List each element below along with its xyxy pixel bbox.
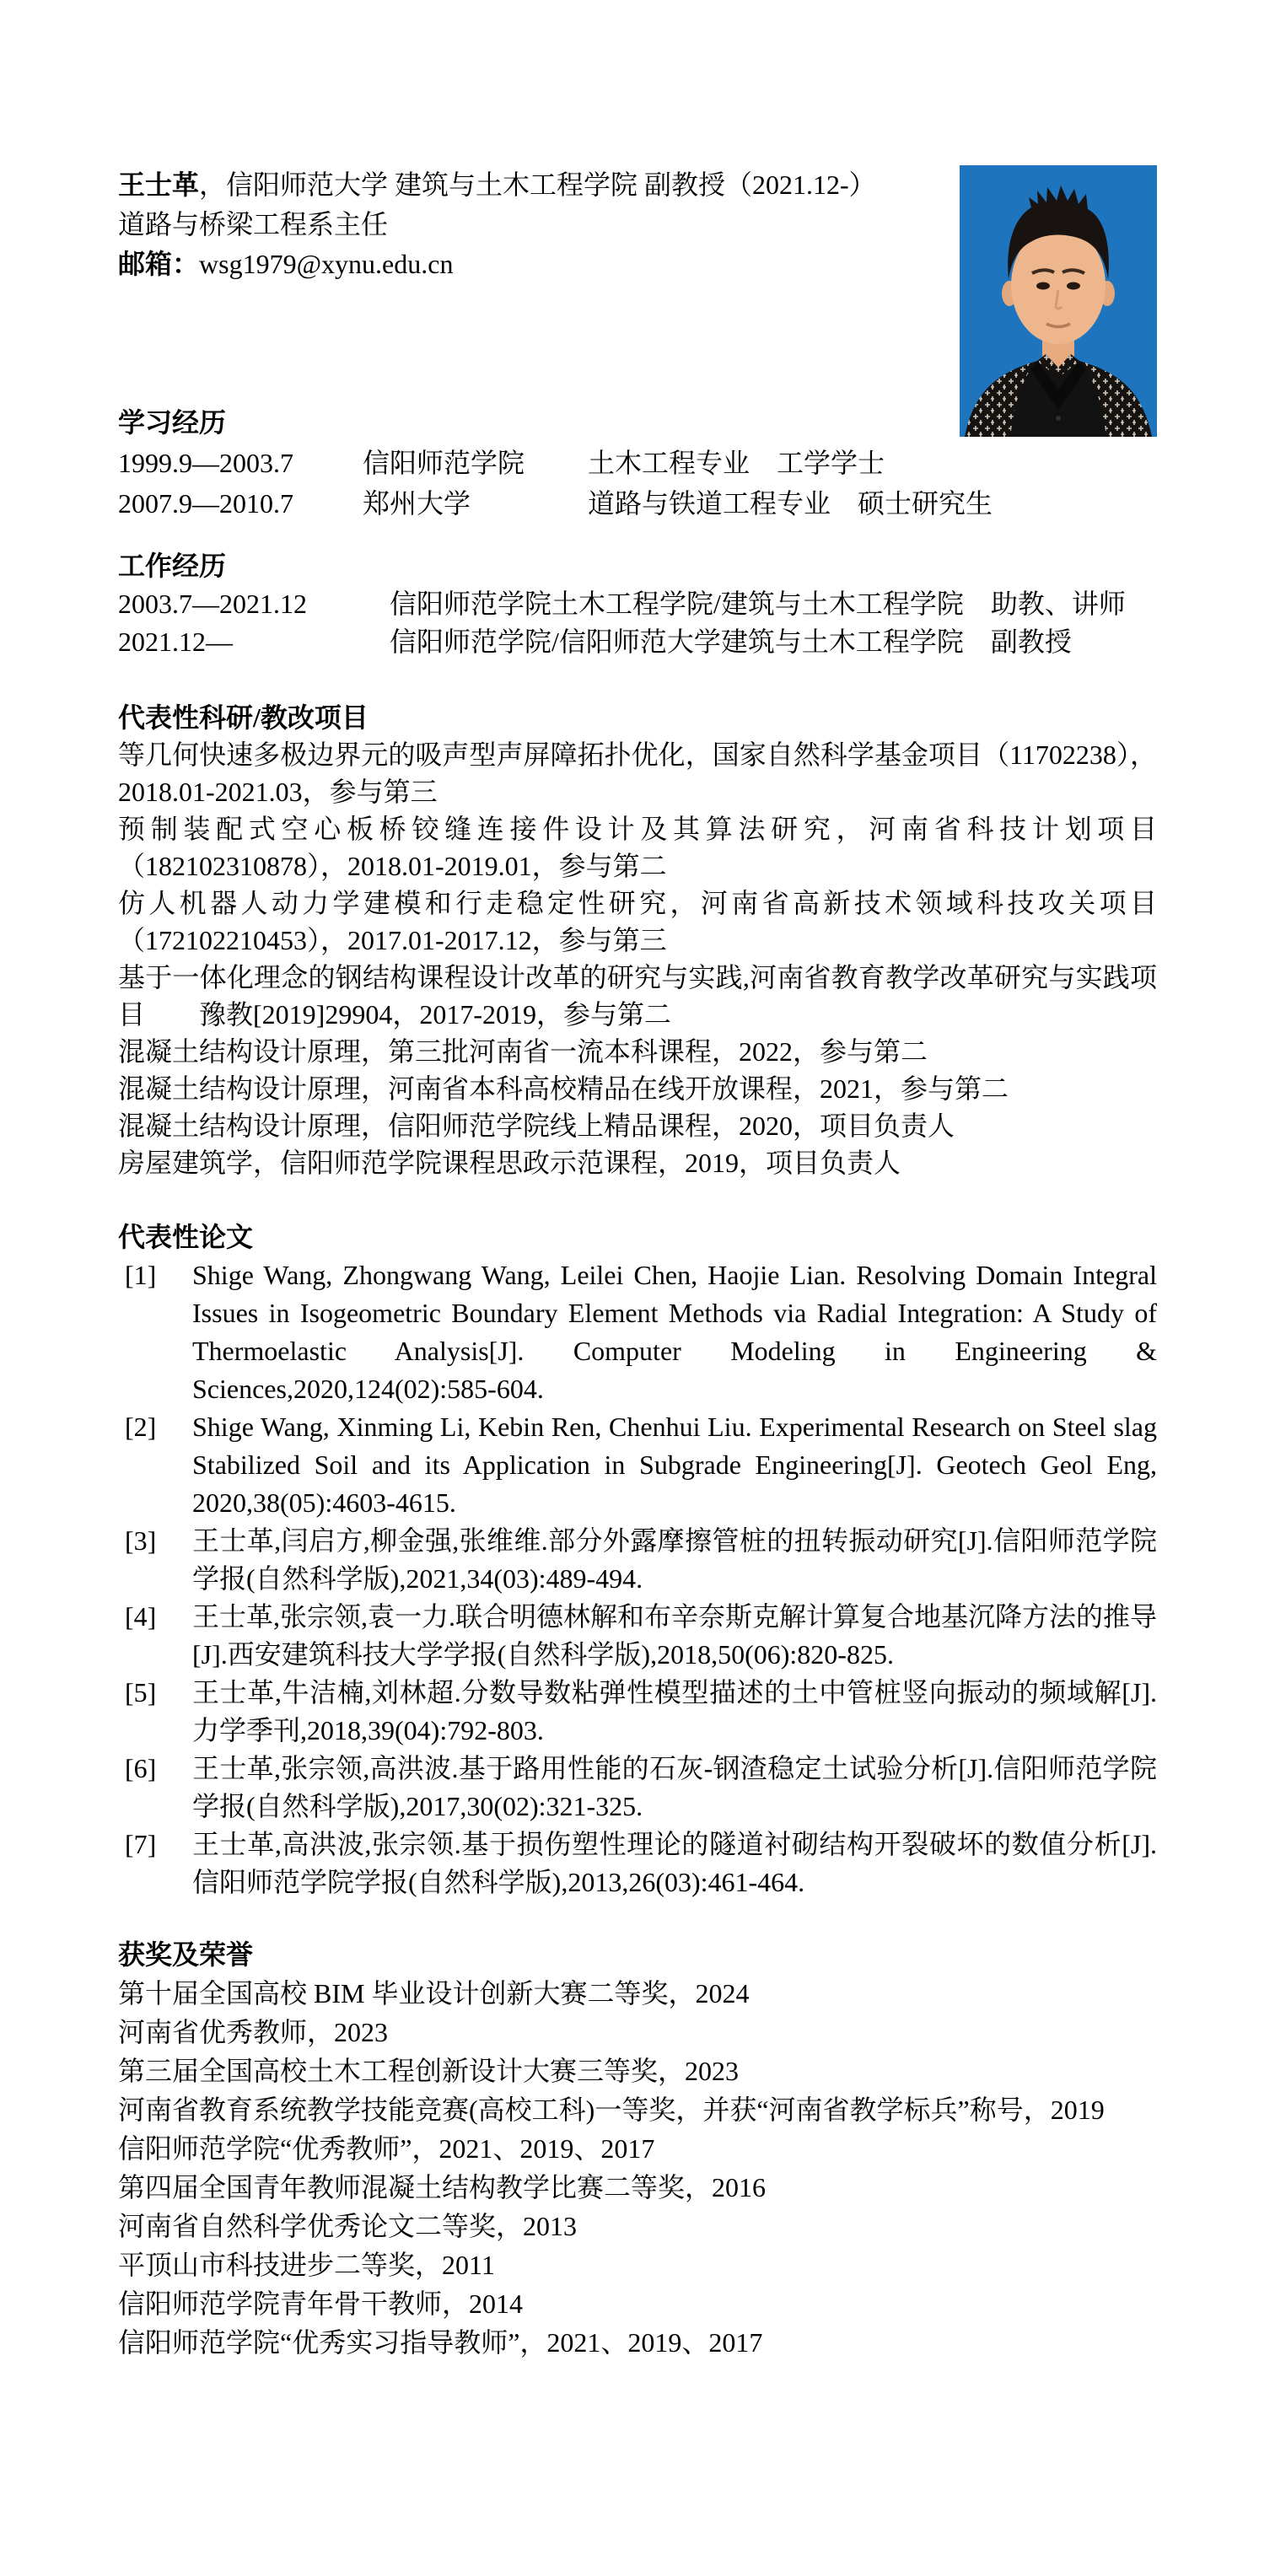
project-item: 房屋建筑学，信阳师范学院课程思政示范课程，2019，项目负责人 (118, 1148, 901, 1178)
section-projects (118, 699, 1157, 1181)
paper-citation: Shige Wang, Xinming Li, Kebin Ren, Chenhui Liu. Experimental Research on Steel slag Stabilized Soil and its Application in Subgrade Engineering[J]. Geotech Geol Eng, 2020,38(05):4603-4615. (192, 1412, 1157, 1518)
person-position: 道路与桥梁工程系主任 (118, 209, 389, 239)
email-label: 邮箱： (118, 249, 200, 279)
paper-item (118, 1522, 1157, 1598)
project-item: 等几何快速多极边界元的吸声型声屏障拓扑优化，国家自然科学基金项目（11702238），2018.01-2021.03，参与第三 (118, 739, 1157, 807)
award-item: 第三届全国高校土木工程创新设计大赛三等奖，2023 (118, 2056, 740, 2086)
education-rows (118, 443, 1157, 524)
work-row (118, 585, 1157, 623)
education-period: 1999.9—2003.7 (118, 448, 293, 478)
paper-citation: 王士革,高洪波,张宗领.基于损伤塑性理论的隧道衬砌结构开裂破坏的数值分析[J].信阳师范学院学报(自然科学版),2013,26(03):461-464. (192, 1829, 1157, 1897)
paper-item (118, 1598, 1157, 1674)
education-heading: 学习经历 (118, 407, 227, 438)
paper-citation: 王士革,张宗领,袁一力.联合明德林解和布辛奈斯克解计算复合地基沉降方法的推导[J].西安建筑科技大学学报(自然科学版),2018,50(06):820-825. (192, 1601, 1158, 1670)
award-item: 信阳师范学院“优秀实习指导教师”，2021、2019、2017 (118, 2327, 763, 2358)
work-period: 2021.12— (118, 627, 233, 657)
project-item: 混凝土结构设计原理，河南省本科高校精品在线开放课程，2021，参与第二 (118, 1073, 1009, 1104)
project-item: 混凝土结构设计原理，第三批河南省一流本科课程，2022，参与第二 (118, 1036, 928, 1067)
awards-list (118, 1974, 1157, 2362)
education-row (118, 443, 1157, 483)
award-item: 第四届全国青年教师混凝土结构教学比赛二等奖，2016 (118, 2172, 767, 2202)
papers-heading: 代表性论文 (118, 1222, 254, 1252)
project-item: 混凝土结构设计原理，信阳师范学院线上精品课程，2020，项目负责人 (118, 1111, 955, 1141)
paper-item (118, 1750, 1157, 1826)
awards-heading: 获奖及荣誉 (118, 1939, 254, 1970)
paper-citation: 王士革,闫启方,柳金强,张维维.部分外露摩擦管桩的扭转振动研究[J].信阳师范学院学报(自然科学版),2021,34(03):489-494. (192, 1525, 1157, 1594)
section-awards (118, 1935, 1157, 2362)
paper-number: [3] (125, 1525, 157, 1556)
paper-item (118, 1826, 1157, 1901)
paper-item (118, 1674, 1157, 1750)
person-name: 王士革 (118, 169, 200, 200)
profile-photo (960, 165, 1157, 437)
award-item: 第十届全国高校 BIM 毕业设计创新大赛二等奖，2024 (118, 1978, 750, 2009)
cv-content (118, 0, 1157, 2362)
paper-item (118, 1408, 1157, 1522)
education-school: 信阳师范学院 (363, 448, 525, 478)
education-school: 郑州大学 (363, 488, 471, 519)
section-papers (118, 1218, 1157, 1901)
award-item: 河南省教育系统教学技能竞赛(高校工科)一等奖，并获“河南省教学标兵”称号，2019 (118, 2095, 1105, 2125)
award-item: 平顶山市科技进步二等奖，2011 (118, 2250, 495, 2280)
portrait-illustration (960, 165, 1157, 437)
photo-eye-left (1036, 282, 1050, 290)
project-item: 预制装配式空心板桥铰缝连接件设计及其算法研究，河南省科技计划项目（182102310878），2018.01-2019.01，参与第二 (118, 814, 1157, 881)
paper-citation: Shige Wang, Zhongwang Wang, Leilei Chen, Haojie Lian. Resolving Domain Integral Issues in Isogeometric Boundary Element Methods via Radial Integration: A Study of Thermoelastic Analysis[J]. Computer Modeling in Engineering & Sciences,2020,124(02):585-604. (192, 1260, 1157, 1404)
award-item: 河南省优秀教师，2023 (118, 2017, 389, 2047)
education-period: 2007.9—2010.7 (118, 488, 293, 519)
work-detail: 信阳师范学院土木工程学院/建筑与土木工程学院 助教、讲师 (390, 589, 1126, 619)
award-item: 信阳师范学院青年骨干教师，2014 (118, 2288, 524, 2319)
work-detail: 信阳师范学院/信阳师范大学建筑与土木工程学院 副教授 (390, 627, 1072, 657)
education-detail: 土木工程专业 工学学士 (588, 448, 885, 478)
section-work (118, 547, 1157, 661)
work-rows (118, 585, 1157, 661)
paper-number: [6] (125, 1753, 157, 1783)
education-row (118, 483, 1157, 524)
education-detail: 道路与铁道工程专业 硕士研究生 (588, 488, 993, 519)
project-item: 仿人机器人动力学建模和行走稳定性研究，河南省高新技术领域科技攻关项目（172102210453），2017.01-2017.12，参与第三 (118, 888, 1157, 955)
projects-heading: 代表性科研/教改项目 (118, 702, 369, 733)
papers-list (118, 1256, 1157, 1901)
work-period: 2003.7—2021.12 (118, 589, 307, 619)
paper-number: [2] (125, 1412, 157, 1442)
award-item: 信阳师范学院“优秀教师”，2021、2019、2017 (118, 2133, 655, 2164)
project-item: 基于一体化理念的钢结构课程设计改革的研究与实践,河南省教育教学改革研究与实践项目 豫教[2019]29904，2017-2019，参与第二 (118, 962, 1157, 1030)
photo-button (1056, 416, 1061, 421)
person-affiliation: ，信阳师范大学 建筑与土木工程学院 副教授（2021.12-） (199, 169, 876, 200)
paper-citation: 王士革,牛洁楠,刘林超.分数导数粘弹性模型描述的土中管桩竖向振动的频域解[J].力学季刊,2018,39(04):792-803. (192, 1677, 1157, 1745)
projects-list (118, 736, 1157, 1181)
paper-citation: 王士革,张宗领,高洪波.基于路用性能的石灰-钢渣稳定土试验分析[J].信阳师范学院学报(自然科学版),2017,30(02):321-325. (192, 1753, 1157, 1821)
paper-number: [5] (125, 1677, 157, 1707)
paper-number: [7] (125, 1829, 157, 1859)
work-heading: 工作经历 (118, 551, 227, 581)
work-row (118, 623, 1157, 661)
paper-item (118, 1256, 1157, 1408)
paper-number: [1] (125, 1260, 157, 1290)
paper-number: [4] (125, 1601, 157, 1632)
email-value[interactable]: wsg1979@xynu.edu.cn (199, 249, 454, 279)
photo-eye-right (1067, 282, 1080, 290)
award-item: 河南省自然科学优秀论文二等奖，2013 (118, 2211, 578, 2241)
